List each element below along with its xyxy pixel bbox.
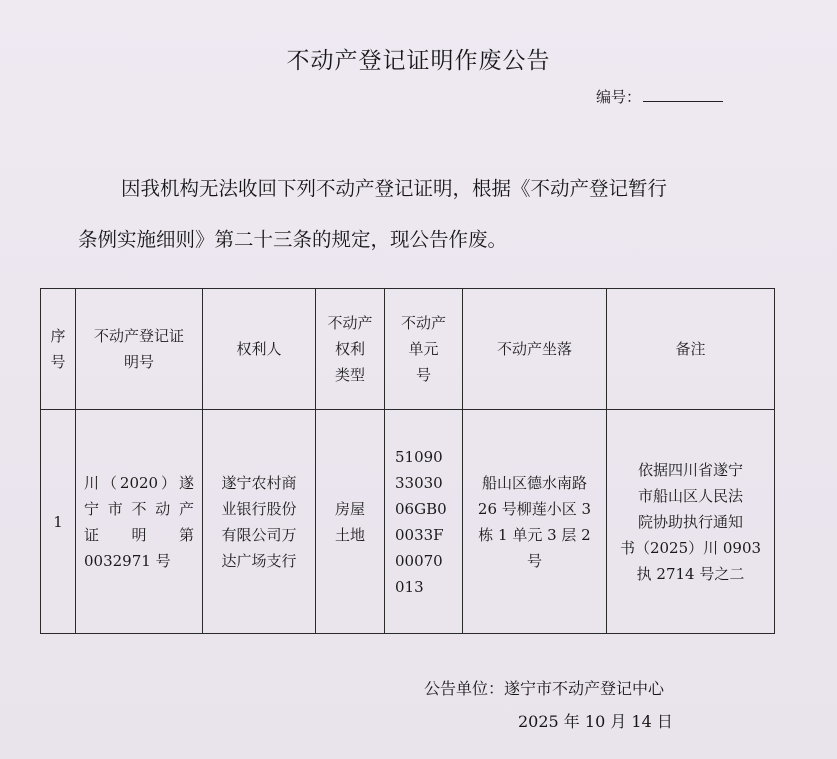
header-cert-no: 不动产登记证 明号 [76, 289, 203, 410]
header-unit-no: 不动产 单元 号 [385, 289, 463, 410]
cell-location: 船山区德水南路 26 号柳莲小区 3 栋 1 单元 3 层 2 号 [463, 410, 607, 634]
cell-seq: 1 [41, 410, 76, 634]
document-number [596, 86, 723, 107]
header-remark: 备注 [607, 289, 775, 410]
cell-cert-no: 川（2020）遂 宁市不动产 证 明 第 0032971 号 [76, 410, 203, 634]
cell-holder: 遂宁农村商 业银行股份 有限公司万 达广场支行 [203, 410, 316, 634]
header-location: 不动产坐落 [463, 289, 607, 410]
document-number-label: 编号： [596, 88, 642, 106]
cell-right-type: 房屋 土地 [316, 410, 385, 634]
header-seq: 序 号 [41, 289, 76, 410]
table-row [41, 410, 775, 634]
document-title: 不动产登记证明作废公告 [286, 48, 551, 74]
issuer-line: 公告单位：遂宁市不动产登记中心 [424, 679, 665, 698]
announcement-paragraph-line-1: 因我机构无法收回下列不动产登记证明，根据《不动产登记暂行 [121, 177, 668, 200]
cell-unit-no: 51090 33030 06GB0 0033F 00070 013 [385, 410, 463, 634]
header-holder: 权利人 [203, 289, 316, 410]
announcement-paragraph-line-2: 条例实施细则》第二十三条的规定，现公告作废。 [78, 228, 508, 251]
certificate-table [40, 288, 775, 634]
header-right-type: 不动产 权利 类型 [316, 289, 385, 410]
cell-remark: 依据四川省遂宁 市船山区人民法 院协助执行通知 书（2025）川 0903 执 2714 号之二 [607, 410, 775, 634]
table-header-row [41, 289, 775, 410]
document-number-blank [643, 87, 723, 102]
issue-date: 2025 年 10 月 14 日 [518, 712, 673, 731]
